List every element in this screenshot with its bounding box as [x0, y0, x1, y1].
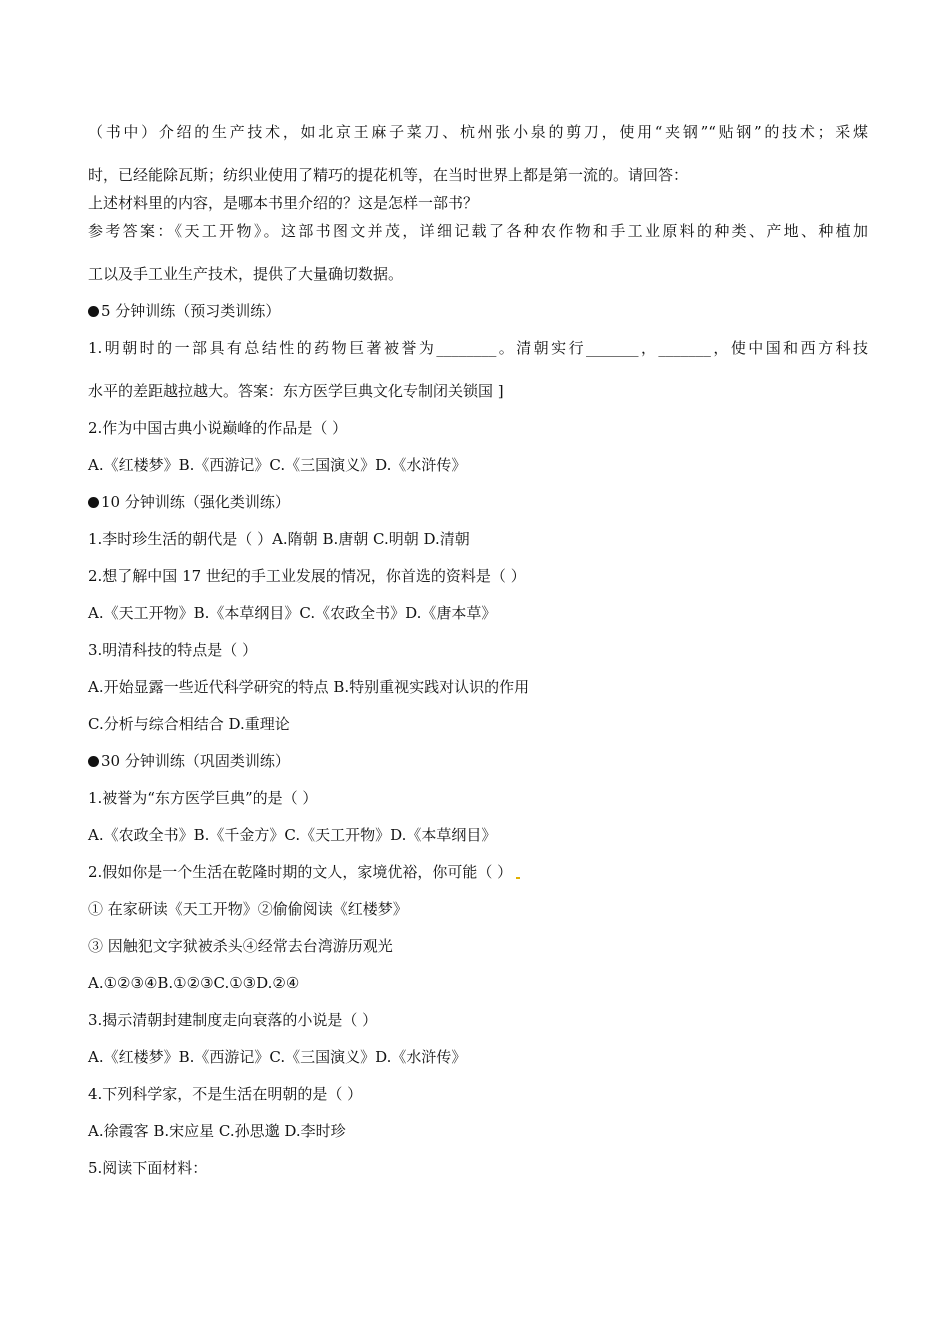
question-30min-4: 4.下列科学家，不是生活在明朝的是（ ） [88, 1085, 363, 1103]
question-5min-1-line-2: 水平的差距越拉越大。答案：东方医学巨典文化专制闭关锁国 ] [88, 382, 504, 400]
material-question: 上述材料里的内容，是哪本书里介绍的？这是怎样一部书？ [88, 194, 479, 212]
question-30min-3: 3.揭示清朝封建制度走向衰落的小说是（ ） [88, 1011, 378, 1029]
question-5min-2-options: A.《红楼梦》B.《西游记》C.《三国演义》D.《水浒传》 [88, 456, 467, 474]
question-10min-3-options-2: C.分析与综合相结合 D.重理论 [88, 715, 290, 733]
material-text-line-1: （书中）介绍的生产技术，如北京王麻子菜刀、杭州张小泉的剪刀，使用“夹钢”“贴钢”的技术；采煤 [88, 123, 868, 141]
section-heading-30min [88, 751, 868, 771]
document-page [88, 122, 868, 1195]
section-heading-30min-text: 30 分钟训练（巩固类训练） [101, 752, 290, 770]
question-30min-4-options: A.徐霞客 B.宋应星 C.孙思邈 D.李时珍 [88, 1122, 346, 1140]
question-10min-2: 2.想了解中国 17 世纪的手工业发展的情况，你首选的资料是（ ） [88, 567, 526, 585]
edit-mark-icon [516, 877, 520, 879]
question-10min-1: 1.李时珍生活的朝代是（ ）A.隋朝 B.唐朝 C.明朝 D.清朝 [88, 530, 470, 548]
question-5min-2: 2.作为中国古典小说巅峰的作品是（ ） [88, 419, 348, 437]
question-10min-3-options-1: A.开始显露一些近代科学研究的特点 B.特别重视实践对认识的作用 [88, 678, 530, 696]
question-30min-2 [88, 862, 868, 882]
section-heading-5min-text: 5 分钟训练（预习类训练） [101, 302, 281, 320]
question-30min-2-item-2: ③ 因触犯文字狱被杀头④经常去台湾游历观光 [88, 937, 393, 955]
question-10min-2-options: A.《天工开物》B.《本草纲目》C.《农政全书》D.《唐本草》 [88, 604, 497, 622]
question-30min-5: 5.阅读下面材料： [88, 1159, 208, 1177]
section-heading-5min [88, 301, 868, 321]
reference-answer-line-1: 参考答案：《天工开物》。这部书图文并茂，详细记载了各种农作物和手工业原料的种类、产地、种植加 [88, 222, 868, 240]
question-30min-2-options: A.①②③④B.①②③C.①③D.②④ [88, 974, 300, 992]
bullet-icon [88, 497, 99, 508]
question-30min-3-options: A.《红楼梦》B.《西游记》C.《三国演义》D.《水浒传》 [88, 1048, 467, 1066]
bullet-icon [88, 756, 99, 767]
section-heading-10min-text: 10 分钟训练（强化类训练） [101, 493, 290, 511]
question-30min-2-item-1: ① 在家研读《天工开物》②偷偷阅读《红楼梦》 [88, 900, 408, 918]
section-heading-10min [88, 492, 868, 512]
question-30min-2-text: 2.假如你是一个生活在乾隆时期的文人，家境优裕，你可能（ ） [88, 863, 513, 881]
reference-answer-line-2: 工以及手工业生产技术，提供了大量确切数据。 [88, 265, 404, 283]
material-text-line-2: 时，已经能除瓦斯；纺织业使用了精巧的提花机等，在当时世界上都是第一流的。请回答： [88, 166, 689, 184]
question-10min-3: 3.明清科技的特点是（ ） [88, 641, 258, 659]
question-5min-1-line-1: 1.明朝时的一部具有总结性的药物巨著被誉为________。清朝实行_______，_______，使中国和西方科技 [88, 339, 868, 357]
bullet-icon [88, 306, 99, 317]
question-30min-1: 1.被誉为“东方医学巨典”的是（ ） [88, 789, 318, 807]
question-30min-1-options: A.《农政全书》B.《千金方》C.《天工开物》D.《本草纲目》 [88, 826, 497, 844]
